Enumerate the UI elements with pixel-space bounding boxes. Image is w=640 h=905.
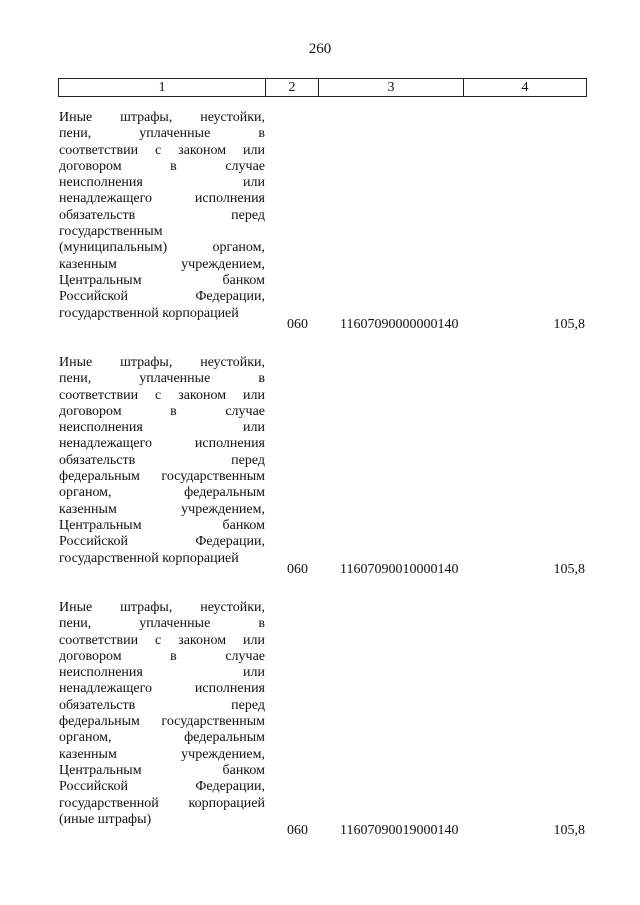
description-line: пени, уплаченные в	[59, 616, 265, 632]
description-line: органом, федеральным	[59, 730, 265, 746]
description-line: Иные штрафы, неустойки,	[59, 600, 265, 615]
description-line: пени, уплаченные в	[59, 371, 265, 387]
description-line: ненадлежащего исполнения	[59, 681, 265, 697]
description-line: соответствии с законом или	[59, 632, 265, 648]
description-line: обязательств перед	[59, 452, 265, 468]
description-line: федеральным государственным	[59, 714, 265, 730]
column-header-4: 4	[464, 79, 587, 97]
row-amount: 105,8	[553, 823, 585, 838]
description-line: Центральным банком	[59, 272, 265, 288]
description-line: договором в случае	[59, 648, 265, 664]
column-header-row	[59, 79, 587, 97]
description-line: Центральным банком	[59, 762, 265, 778]
row-description	[59, 355, 265, 567]
description-line: казенным учреждением,	[59, 501, 265, 517]
row-kbk: 11607090019000140	[340, 823, 459, 838]
row-code: 060	[287, 562, 308, 577]
description-line: государственной корпорацией	[59, 795, 265, 811]
description-line: (иные штрафы)	[59, 811, 152, 827]
description-line: Российской Федерации,	[59, 289, 265, 305]
row-kbk: 11607090010000140	[340, 562, 459, 577]
description-line: казенным учреждением,	[59, 256, 265, 272]
row-description	[59, 600, 265, 828]
column-header-3: 3	[319, 79, 464, 97]
description-line: неисполнения или	[59, 175, 265, 191]
description-line: пени, уплаченные в	[59, 126, 265, 142]
description-line: казенным учреждением,	[59, 746, 265, 762]
description-line: соответствии с законом или	[59, 142, 265, 158]
description-line: Иные штрафы, неустойки,	[59, 355, 265, 370]
description-line: Российской Федерации,	[59, 534, 265, 550]
row-code: 060	[287, 317, 308, 332]
description-line: обязательств перед	[59, 697, 265, 713]
description-line: (муниципальным) органом,	[59, 240, 265, 256]
description-line: федеральным государственным	[59, 469, 265, 485]
description-line: государственной корпорацией	[59, 305, 239, 321]
row-code: 060	[287, 823, 308, 838]
column-header-table	[58, 78, 587, 97]
column-header-2: 2	[266, 79, 319, 97]
description-line: Российской Федерации,	[59, 779, 265, 795]
column-header-1: 1	[59, 79, 266, 97]
description-line: договором в случае	[59, 403, 265, 419]
description-line: неисполнения или	[59, 420, 265, 436]
description-line: договором в случае	[59, 158, 265, 174]
row-kbk: 11607090000000140	[340, 317, 459, 332]
row-description	[59, 110, 265, 322]
description-line: Центральным банком	[59, 517, 265, 533]
description-line: соответствии с законом или	[59, 387, 265, 403]
description-line: государственной корпорацией	[59, 550, 239, 566]
description-line: органом, федеральным	[59, 485, 265, 501]
description-line: обязательств перед	[59, 207, 265, 223]
description-line: государственным	[59, 224, 163, 240]
description-line: Иные штрафы, неустойки,	[59, 110, 265, 125]
description-line: неисполнения или	[59, 665, 265, 681]
description-line: ненадлежащего исполнения	[59, 191, 265, 207]
page-number: 260	[308, 41, 332, 57]
description-line: ненадлежащего исполнения	[59, 436, 265, 452]
row-amount: 105,8	[553, 562, 585, 577]
row-amount: 105,8	[553, 317, 585, 332]
